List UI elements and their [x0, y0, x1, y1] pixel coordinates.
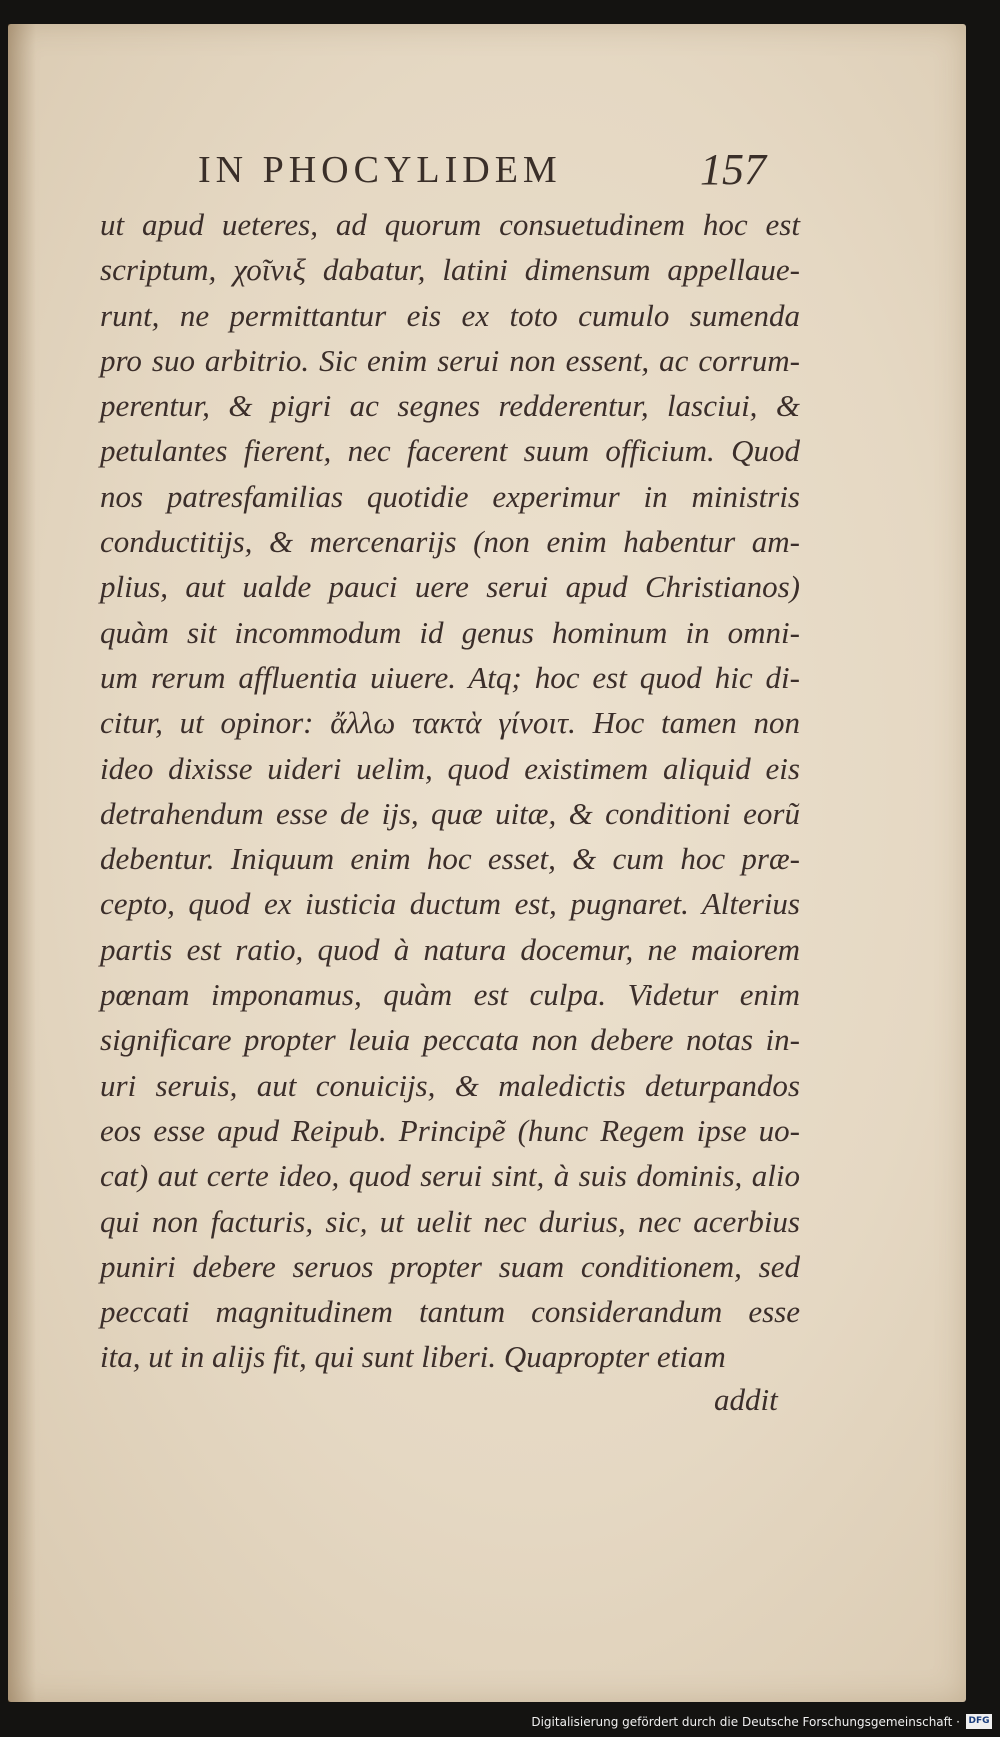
catchword: addit — [714, 1382, 778, 1417]
text-line: ita, ut in alijs fit, qui sunt liberi. Quapropter etiam — [100, 1339, 726, 1375]
digitization-credit: Digitalisierung gefördert durch die Deutsche Forschungsgemeinschaft · — [531, 1715, 960, 1729]
text-line: um rerum affluentia uiuere. Atq; hoc est quod hic di- — [100, 659, 800, 695]
text-line: pro suo arbitrio. Sic enim serui non essent, ac corrum- — [100, 342, 800, 378]
dfg-logo: DFG — [966, 1714, 992, 1729]
text-line: peccati magnitudinem tantum considerandum esse — [100, 1294, 800, 1330]
running-head — [8, 145, 966, 198]
text-line: plius, aut ualde pauci uere serui apud Christianos) — [100, 569, 800, 605]
text-line: debentur. Iniquum enim hoc esset, & cum hoc præ- — [100, 841, 800, 877]
text-line: ut apud ueteres, ad quorum consuetudinem hoc est — [100, 207, 800, 242]
text-line: pœnam imponamus, quàm est culpa. Videtur enim — [100, 977, 800, 1013]
text-line: nos patresfamilias quotidie experimur in ministris — [100, 478, 800, 514]
body-text — [100, 202, 800, 1380]
text-line: citur, ut opinor: ἄλλω τακτὰ γίνοιτ. Hoc tamen non — [100, 705, 800, 741]
text-line: quàm sit incommodum id genus hominum in omni- — [100, 614, 800, 650]
text-line: petulantes fierent, nec facerent suum officium. Quod — [100, 433, 800, 469]
text-line: puniri debere seruos propter suam conditionem, sed — [100, 1248, 800, 1284]
text-line: runt, ne permittantur eis ex toto cumulo sumenda — [100, 297, 800, 333]
text-line: qui non facturis, sic, ut uelit nec durius, nec acerbius — [100, 1203, 800, 1239]
book-page — [8, 24, 966, 1702]
text-line: cepto, quod ex iusticia ductum est, pugnaret. Alterius — [100, 886, 800, 922]
footer-bar — [0, 1708, 1000, 1737]
running-head-title: IN PHOCYLIDEM — [198, 149, 562, 191]
text-line: eos esse apud Reipub. Principẽ (hunc Regem ipse uo- — [100, 1112, 800, 1148]
text-line: cat) aut certe ideo, quod serui sint, à suis dominis, alio — [100, 1158, 800, 1194]
text-line: ideo dixisse uideri uelim, quod existimem aliquid eis — [100, 750, 800, 786]
text-line: perentur, & pigri ac segnes redderentur, lasciui, & — [100, 388, 800, 424]
text-line: partis est ratio, quod à natura docemur, ne maiorem — [100, 931, 800, 967]
page-number: 157 — [700, 145, 766, 194]
text-line: uri seruis, aut conuicijs, & maledictis deturpandos — [100, 1067, 800, 1103]
text-line: scriptum, χοῖνιξ dabatur, latini dimensum appellaue- — [100, 252, 800, 288]
text-line: conductitijs, & mercenarijs (non enim habentur am- — [100, 524, 800, 560]
text-line: significare propter leuia peccata non debere notas in- — [100, 1022, 800, 1058]
text-line: detrahendum esse de ijs, quæ uitæ, & conditioni eorũ — [100, 795, 800, 831]
